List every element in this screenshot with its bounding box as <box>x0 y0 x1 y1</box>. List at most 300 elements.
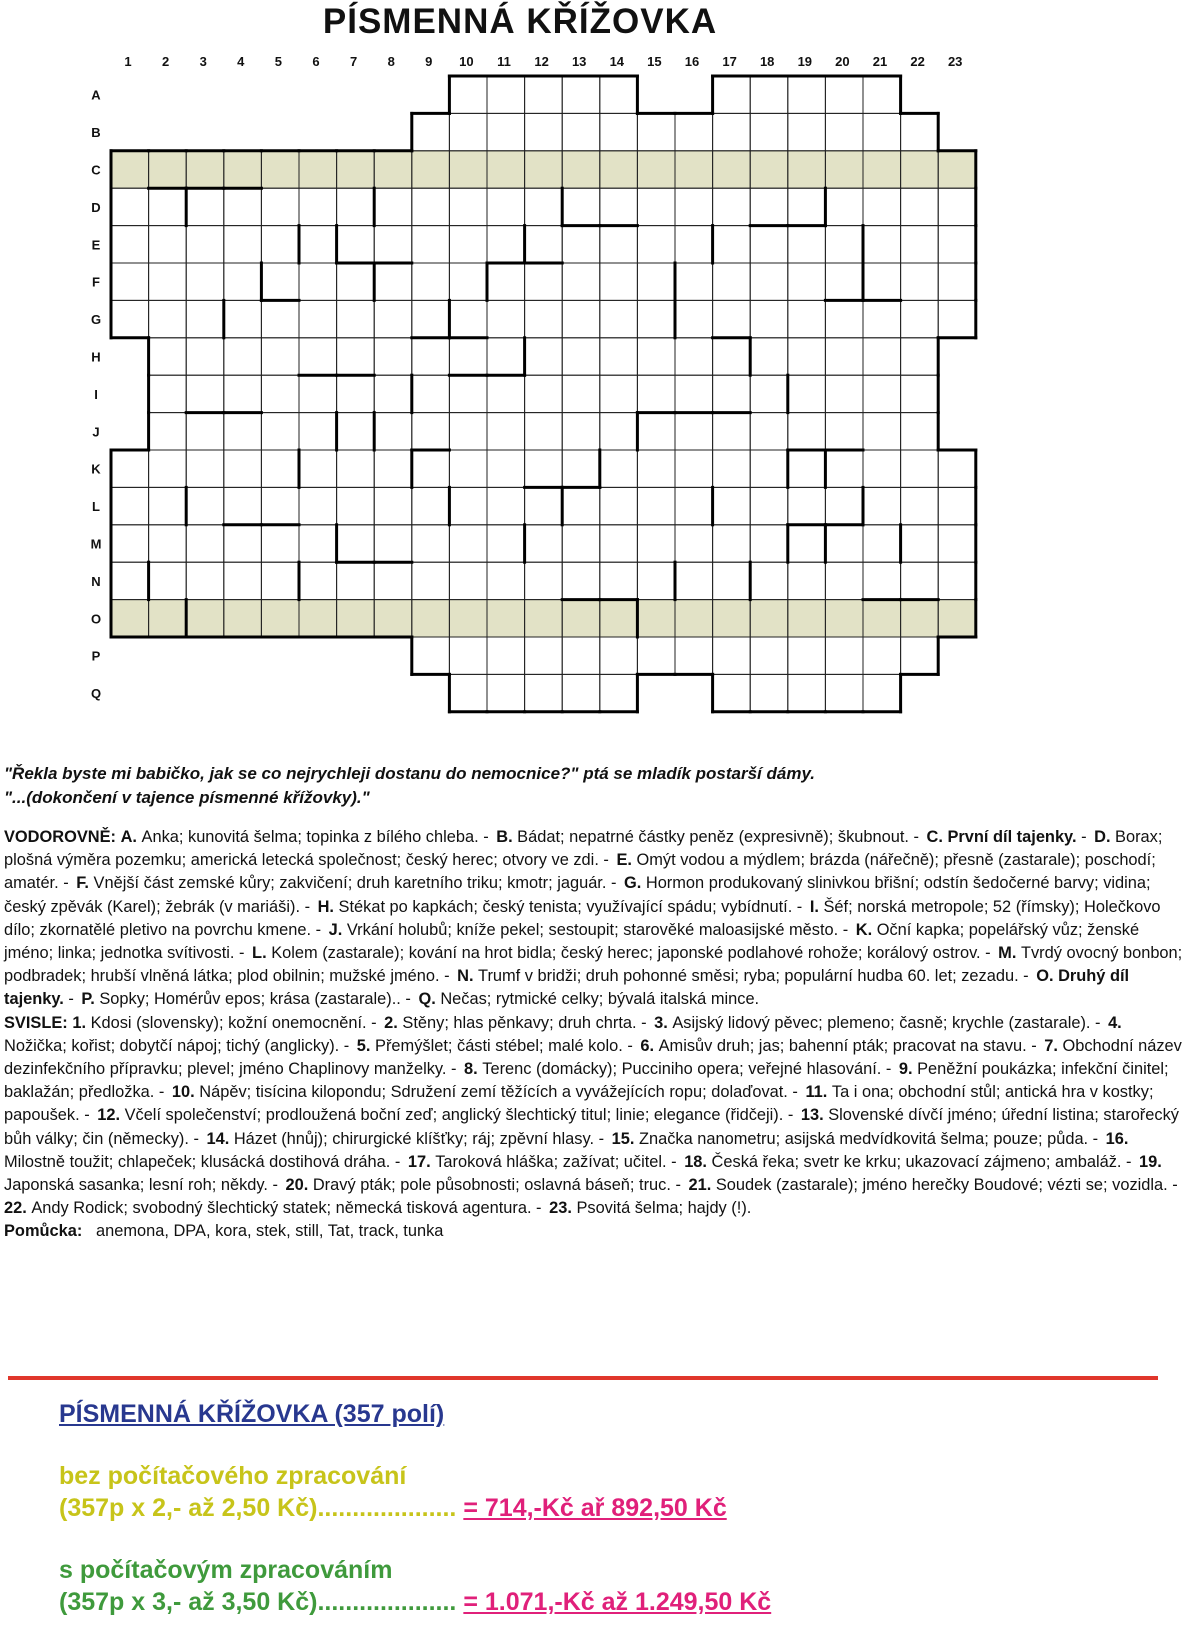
grid-cell[interactable] <box>186 263 224 300</box>
grid-cell[interactable] <box>487 674 525 711</box>
grid-cell[interactable] <box>562 226 600 263</box>
grid-cell[interactable] <box>337 562 375 599</box>
grid-cell[interactable] <box>562 76 600 113</box>
grid-cell[interactable] <box>374 562 412 599</box>
grid-cell[interactable] <box>487 263 525 300</box>
grid-cell[interactable] <box>675 525 713 562</box>
grid-cell[interactable] <box>299 525 337 562</box>
grid-cell[interactable] <box>261 263 299 300</box>
grid-cell[interactable] <box>750 338 788 375</box>
grid-cell[interactable] <box>374 338 412 375</box>
grid-cell[interactable] <box>825 375 863 412</box>
grid-cell[interactable] <box>299 487 337 524</box>
grid-cell[interactable] <box>637 263 675 300</box>
grid-cell[interactable] <box>449 450 487 487</box>
grid-cell[interactable] <box>938 525 976 562</box>
grid-cell[interactable] <box>449 263 487 300</box>
grid-cell[interactable] <box>299 338 337 375</box>
grid-cell[interactable] <box>337 450 375 487</box>
grid-cell[interactable] <box>487 637 525 674</box>
grid-cell[interactable] <box>750 450 788 487</box>
grid-cell[interactable] <box>374 188 412 225</box>
grid-cell[interactable] <box>637 338 675 375</box>
grid-cell[interactable] <box>449 413 487 450</box>
grid-cell[interactable] <box>600 525 638 562</box>
grid-cell[interactable] <box>337 263 375 300</box>
grid-cell[interactable] <box>111 263 149 300</box>
grid-cell[interactable] <box>825 487 863 524</box>
grid-cell[interactable] <box>938 226 976 263</box>
grid-cell[interactable] <box>901 375 939 412</box>
grid-cell[interactable] <box>825 338 863 375</box>
grid-cell[interactable] <box>374 226 412 263</box>
grid-cell[interactable] <box>713 188 751 225</box>
grid-cell[interactable] <box>299 188 337 225</box>
grid-cell[interactable] <box>750 188 788 225</box>
grid-cell[interactable] <box>713 375 751 412</box>
grid-cell[interactable] <box>299 226 337 263</box>
crossword-grid[interactable] <box>0 0 1000 735</box>
grid-cell[interactable] <box>224 562 262 599</box>
grid-cell[interactable] <box>750 487 788 524</box>
grid-cell[interactable] <box>750 637 788 674</box>
grid-cell[interactable] <box>337 487 375 524</box>
grid-cell[interactable] <box>337 375 375 412</box>
grid-cell[interactable] <box>600 562 638 599</box>
grid-cell[interactable] <box>224 525 262 562</box>
grid-cell[interactable] <box>750 263 788 300</box>
grid-cell[interactable] <box>374 300 412 337</box>
grid-cell[interactable] <box>901 413 939 450</box>
grid-cell[interactable] <box>938 188 976 225</box>
grid-cell[interactable] <box>600 674 638 711</box>
grid-cell[interactable] <box>637 375 675 412</box>
grid-cell[interactable] <box>374 487 412 524</box>
grid-cell[interactable] <box>374 263 412 300</box>
grid-cell[interactable] <box>449 375 487 412</box>
grid-cell[interactable] <box>186 487 224 524</box>
grid-cell[interactable] <box>487 188 525 225</box>
grid-cell[interactable] <box>600 413 638 450</box>
grid-cell[interactable] <box>562 113 600 150</box>
grid-cell[interactable] <box>938 450 976 487</box>
grid-cell[interactable] <box>675 375 713 412</box>
grid-cell[interactable] <box>412 188 450 225</box>
grid-cell[interactable] <box>600 338 638 375</box>
grid-cell[interactable] <box>412 450 450 487</box>
grid-cell[interactable] <box>750 76 788 113</box>
grid-cell[interactable] <box>449 562 487 599</box>
grid-cell[interactable] <box>374 450 412 487</box>
grid-cell[interactable] <box>637 525 675 562</box>
grid-cell[interactable] <box>111 450 149 487</box>
grid-cell[interactable] <box>713 300 751 337</box>
grid-cell[interactable] <box>713 525 751 562</box>
grid-cell[interactable] <box>111 487 149 524</box>
grid-cell[interactable] <box>525 674 563 711</box>
grid-cell[interactable] <box>788 226 826 263</box>
grid-cell[interactable] <box>713 562 751 599</box>
grid-cell[interactable] <box>713 413 751 450</box>
grid-cell[interactable] <box>412 300 450 337</box>
grid-cell[interactable] <box>863 113 901 150</box>
grid-cell[interactable] <box>299 413 337 450</box>
grid-cell[interactable] <box>525 487 563 524</box>
grid-cell[interactable] <box>412 375 450 412</box>
grid-cell[interactable] <box>863 188 901 225</box>
grid-cell[interactable] <box>863 375 901 412</box>
grid-cell[interactable] <box>825 413 863 450</box>
grid-cell[interactable] <box>713 226 751 263</box>
grid-cell[interactable] <box>600 450 638 487</box>
grid-cell[interactable] <box>337 338 375 375</box>
grid-cell[interactable] <box>562 637 600 674</box>
horizontal-clue <box>248 944 991 962</box>
grid-cell[interactable] <box>825 76 863 113</box>
grid-cell[interactable] <box>825 450 863 487</box>
grid-cell[interactable] <box>487 525 525 562</box>
grid-cell[interactable] <box>525 263 563 300</box>
grid-cell[interactable] <box>750 562 788 599</box>
grid-cell[interactable] <box>186 413 224 450</box>
grid-cell[interactable] <box>261 226 299 263</box>
grid-cell[interactable] <box>299 375 337 412</box>
grid-cell[interactable] <box>675 188 713 225</box>
grid-cell[interactable] <box>600 487 638 524</box>
grid-cell[interactable] <box>186 450 224 487</box>
grid-cell[interactable] <box>525 637 563 674</box>
grid-cell[interactable] <box>224 338 262 375</box>
grid-cell[interactable] <box>788 263 826 300</box>
grid-cell[interactable] <box>449 487 487 524</box>
grid-cell[interactable] <box>637 637 675 674</box>
grid-cell[interactable] <box>600 263 638 300</box>
horizontal-clue <box>922 828 1087 846</box>
grid-cell[interactable] <box>261 338 299 375</box>
grid-cell[interactable] <box>412 562 450 599</box>
grid-cell[interactable] <box>675 226 713 263</box>
grid-cell[interactable] <box>149 188 187 225</box>
grid-cell[interactable] <box>713 113 751 150</box>
grid-cell[interactable] <box>600 637 638 674</box>
grid-cell[interactable] <box>487 375 525 412</box>
grid-cell[interactable] <box>938 487 976 524</box>
grid-cell[interactable] <box>261 525 299 562</box>
grid-cell[interactable] <box>525 413 563 450</box>
grid-cell[interactable] <box>449 637 487 674</box>
grid-cell[interactable] <box>562 525 600 562</box>
grid-cell[interactable] <box>111 525 149 562</box>
grid-cell[interactable] <box>637 226 675 263</box>
grid-cell[interactable] <box>750 375 788 412</box>
grid-cell[interactable] <box>111 226 149 263</box>
grid-cell[interactable] <box>863 525 901 562</box>
grid-cell[interactable] <box>525 375 563 412</box>
grid-cell[interactable] <box>525 525 563 562</box>
grid-cell[interactable] <box>863 637 901 674</box>
grid-cell[interactable] <box>637 562 675 599</box>
grid-cell[interactable] <box>600 300 638 337</box>
grid-cell[interactable] <box>337 300 375 337</box>
grid-cell[interactable] <box>788 375 826 412</box>
grid-cell[interactable] <box>224 300 262 337</box>
grid-cell[interactable] <box>750 113 788 150</box>
grid-cell[interactable] <box>224 188 262 225</box>
grid-cell[interactable] <box>562 375 600 412</box>
grid-cell[interactable] <box>825 300 863 337</box>
grid-cell[interactable] <box>525 450 563 487</box>
grid-cell[interactable] <box>637 300 675 337</box>
grid-cell[interactable] <box>901 338 939 375</box>
grid-cell[interactable] <box>224 487 262 524</box>
grid-cell[interactable] <box>412 525 450 562</box>
grid-cell[interactable] <box>412 338 450 375</box>
grid-cell[interactable] <box>901 637 939 674</box>
grid-cell[interactable] <box>487 413 525 450</box>
grid-cell[interactable] <box>863 263 901 300</box>
grid-cell[interactable] <box>186 375 224 412</box>
grid-cell[interactable] <box>525 113 563 150</box>
grid-cell[interactable] <box>863 338 901 375</box>
grid-cell[interactable] <box>901 300 939 337</box>
grid-cell[interactable] <box>186 562 224 599</box>
grid-cell[interactable] <box>750 226 788 263</box>
grid-cell[interactable] <box>675 487 713 524</box>
grid-cell[interactable] <box>149 525 187 562</box>
grid-cell[interactable] <box>637 487 675 524</box>
grid-cell[interactable] <box>449 674 487 711</box>
grid-cell[interactable] <box>788 338 826 375</box>
grid-cell[interactable] <box>788 450 826 487</box>
grid-cell[interactable] <box>863 487 901 524</box>
grid-cell[interactable] <box>449 226 487 263</box>
grid-cell[interactable] <box>449 76 487 113</box>
grid-cell[interactable] <box>149 338 187 375</box>
grid-cell[interactable] <box>149 562 187 599</box>
grid-cell[interactable] <box>525 226 563 263</box>
grid-cell[interactable] <box>901 450 939 487</box>
grid-cell[interactable] <box>149 375 187 412</box>
grid-cell[interactable] <box>675 637 713 674</box>
grid-cell[interactable] <box>675 263 713 300</box>
grid-cell[interactable] <box>825 188 863 225</box>
grid-cell[interactable] <box>337 525 375 562</box>
grid-cell[interactable] <box>713 338 751 375</box>
grid-cell[interactable] <box>562 188 600 225</box>
grid-cell[interactable] <box>374 525 412 562</box>
grid-cell[interactable] <box>186 188 224 225</box>
grid-cell[interactable] <box>562 450 600 487</box>
grid-cell[interactable] <box>901 113 939 150</box>
grid-cell[interactable] <box>938 562 976 599</box>
grid-cell[interactable] <box>525 188 563 225</box>
column-label: 22 <box>910 54 925 69</box>
grid-cell[interactable] <box>675 113 713 150</box>
grid-cell[interactable] <box>675 562 713 599</box>
grid-cell[interactable] <box>337 226 375 263</box>
grid-cell[interactable] <box>186 226 224 263</box>
grid-cell[interactable] <box>675 450 713 487</box>
grid-cell[interactable] <box>299 263 337 300</box>
grid-cell[interactable] <box>562 300 600 337</box>
grid-cell[interactable] <box>863 413 901 450</box>
grid-cell[interactable] <box>863 674 901 711</box>
grid-cell[interactable] <box>863 226 901 263</box>
grid-cell[interactable] <box>637 450 675 487</box>
grid-cell[interactable] <box>788 562 826 599</box>
grid-cell[interactable] <box>261 450 299 487</box>
grid-cell[interactable] <box>562 487 600 524</box>
grid-cell[interactable] <box>224 226 262 263</box>
grid-cell[interactable] <box>186 300 224 337</box>
grid-cell[interactable] <box>299 300 337 337</box>
grid-cell[interactable] <box>901 188 939 225</box>
grid-cell[interactable] <box>637 113 675 150</box>
grid-cell[interactable] <box>261 562 299 599</box>
grid-cell[interactable] <box>487 300 525 337</box>
grid-cell[interactable] <box>449 300 487 337</box>
grid-cell[interactable] <box>675 413 713 450</box>
grid-cell[interactable] <box>600 375 638 412</box>
grid-cell[interactable] <box>825 113 863 150</box>
grid-cell[interactable] <box>525 338 563 375</box>
grid-cell[interactable] <box>449 113 487 150</box>
grid-cell[interactable] <box>374 413 412 450</box>
grid-cell[interactable] <box>412 226 450 263</box>
grid-cell[interactable] <box>788 637 826 674</box>
grid-cell[interactable] <box>224 450 262 487</box>
grid-cell[interactable] <box>224 263 262 300</box>
grid-cell[interactable] <box>111 562 149 599</box>
grid-cell[interactable] <box>412 487 450 524</box>
grid-cell[interactable] <box>487 338 525 375</box>
grid-cell[interactable] <box>938 300 976 337</box>
grid-cell[interactable] <box>713 76 751 113</box>
grid-cell[interactable] <box>901 525 939 562</box>
grid-cell[interactable] <box>261 487 299 524</box>
grid-cell[interactable] <box>901 263 939 300</box>
grid-cell[interactable] <box>149 487 187 524</box>
grid-cell[interactable] <box>600 226 638 263</box>
grid-cell[interactable] <box>750 674 788 711</box>
grid-cell[interactable] <box>261 188 299 225</box>
grid-cell[interactable] <box>299 562 337 599</box>
grid-cell[interactable] <box>449 338 487 375</box>
grid-cell[interactable] <box>412 637 450 674</box>
grid-cell[interactable] <box>299 450 337 487</box>
grid-cell[interactable] <box>487 487 525 524</box>
grid-cell[interactable] <box>675 338 713 375</box>
grid-cell[interactable] <box>788 413 826 450</box>
grid-cell[interactable] <box>863 450 901 487</box>
grid-cell[interactable] <box>449 188 487 225</box>
grid-cell[interactable] <box>149 300 187 337</box>
grid-cell[interactable] <box>713 263 751 300</box>
grid-cell[interactable] <box>412 113 450 150</box>
grid-cell[interactable] <box>149 226 187 263</box>
grid-cell[interactable] <box>224 413 262 450</box>
horizontal-clue <box>414 990 759 1008</box>
grid-cell[interactable] <box>111 300 149 337</box>
grid-cell[interactable] <box>562 562 600 599</box>
grid-cell[interactable] <box>788 76 826 113</box>
grid-cell[interactable] <box>675 300 713 337</box>
grid-cell[interactable] <box>637 413 675 450</box>
grid-cell[interactable] <box>825 637 863 674</box>
grid-cell[interactable] <box>788 188 826 225</box>
grid-cell[interactable] <box>487 562 525 599</box>
grid-cell[interactable] <box>487 450 525 487</box>
grid-cell[interactable] <box>261 375 299 412</box>
grid-cell[interactable] <box>525 562 563 599</box>
grid-cell[interactable] <box>788 113 826 150</box>
grid-cell[interactable] <box>750 525 788 562</box>
grid-cell[interactable] <box>637 188 675 225</box>
grid-cell[interactable] <box>600 113 638 150</box>
grid-cell[interactable] <box>224 375 262 412</box>
grid-cell[interactable] <box>261 300 299 337</box>
grid-cell[interactable] <box>186 525 224 562</box>
grid-cell[interactable] <box>901 487 939 524</box>
grid-cell[interactable] <box>788 300 826 337</box>
grid-cell[interactable] <box>600 188 638 225</box>
grid-cell[interactable] <box>863 562 901 599</box>
grid-cell[interactable] <box>600 76 638 113</box>
grid-cell[interactable] <box>825 525 863 562</box>
grid-cell[interactable] <box>825 562 863 599</box>
grid-cell[interactable] <box>562 338 600 375</box>
grid-cell[interactable] <box>562 674 600 711</box>
grid-cell[interactable] <box>111 188 149 225</box>
grid-cell[interactable] <box>487 113 525 150</box>
grid-cell[interactable] <box>788 487 826 524</box>
grid-cell[interactable] <box>186 338 224 375</box>
grid-cell[interactable] <box>750 413 788 450</box>
grid-cell[interactable] <box>901 562 939 599</box>
grid-cell[interactable] <box>788 525 826 562</box>
grid-cell[interactable] <box>525 300 563 337</box>
grid-cell[interactable] <box>788 674 826 711</box>
grid-cell[interactable] <box>149 450 187 487</box>
grid-cell[interactable] <box>149 413 187 450</box>
grid-cell[interactable] <box>449 525 487 562</box>
grid-cell[interactable] <box>863 76 901 113</box>
grid-cell[interactable] <box>412 413 450 450</box>
grid-cell[interactable] <box>337 188 375 225</box>
grid-cell[interactable] <box>337 413 375 450</box>
grid-cell[interactable] <box>261 413 299 450</box>
grid-cell[interactable] <box>713 450 751 487</box>
grid-cell[interactable] <box>713 637 751 674</box>
grid-cell[interactable] <box>412 263 450 300</box>
grid-cell[interactable] <box>487 226 525 263</box>
grid-cell[interactable] <box>562 413 600 450</box>
grid-cell[interactable] <box>487 76 525 113</box>
grid-cell[interactable] <box>525 76 563 113</box>
grid-cell[interactable] <box>938 263 976 300</box>
grid-cell[interactable] <box>825 263 863 300</box>
grid-cell[interactable] <box>374 375 412 412</box>
grid-cell[interactable] <box>750 300 788 337</box>
grid-cell[interactable] <box>713 674 751 711</box>
grid-cell[interactable] <box>901 226 939 263</box>
grid-cell[interactable] <box>562 263 600 300</box>
grid-cell[interactable] <box>149 263 187 300</box>
grid-cell[interactable] <box>713 487 751 524</box>
grid-cell[interactable] <box>825 674 863 711</box>
grid-cell[interactable] <box>863 300 901 337</box>
grid-cell[interactable] <box>825 226 863 263</box>
